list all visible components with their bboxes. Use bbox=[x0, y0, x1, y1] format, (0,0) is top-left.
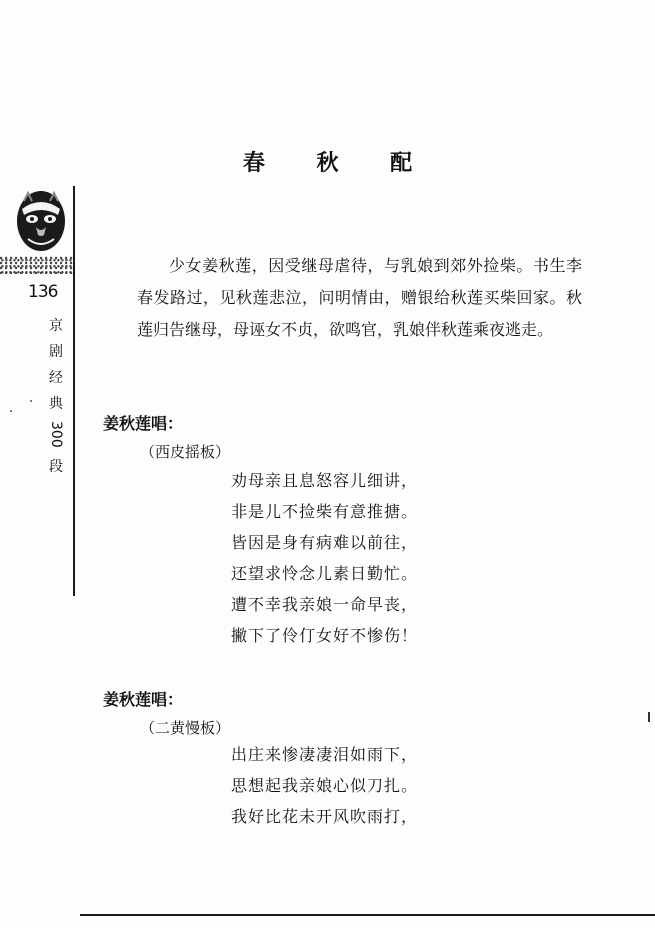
tune-label: （二黄慢板） bbox=[140, 719, 231, 737]
decorative-speckle-band bbox=[0, 256, 73, 274]
scan-speck bbox=[10, 410, 12, 412]
verse-line: 劝母亲且息怒容儿细讲， bbox=[231, 471, 419, 490]
speaker-label: 姜秋莲唱： bbox=[103, 414, 184, 433]
verse-block bbox=[231, 465, 418, 651]
verse-line: 非是儿不捡柴有意推搪。 bbox=[231, 502, 419, 521]
book-title-part1: 京剧经典 bbox=[49, 318, 63, 412]
opera-mask-icon bbox=[14, 187, 68, 255]
tune-label: （西皮摇板） bbox=[140, 443, 231, 461]
verse-line: 还望求怜念儿素日勤忙。 bbox=[231, 564, 419, 583]
book-title bbox=[46, 313, 66, 480]
scan-mark bbox=[648, 712, 650, 722]
speaker-label: 姜秋莲唱： bbox=[103, 690, 184, 709]
verse-line: 思想起我亲娘心似刀扎。 bbox=[231, 776, 419, 795]
bottom-rule bbox=[80, 914, 655, 916]
verse-line: 出庄来惨凄凄泪如雨下， bbox=[231, 745, 419, 764]
book-title-number: 300 bbox=[48, 421, 64, 448]
margin-rule bbox=[73, 186, 75, 596]
verse-line: 我好比花未开风吹雨打， bbox=[231, 807, 419, 826]
book-title-part2: 段 bbox=[49, 458, 63, 475]
page-title: 春 秋 配 bbox=[242, 150, 435, 176]
verse-line: 皆因是身有病难以前往， bbox=[231, 533, 419, 552]
verse-line: 遭不幸我亲娘一命早丧， bbox=[231, 595, 419, 614]
page-number: 136 bbox=[28, 282, 58, 302]
intro-paragraph: 少女姜秋莲，因受继母虐待，与乳娘到郊外捡柴。书生李春发路过，见秋莲悲泣，问明情由，赠银给秋莲买柴回家。秋莲归告继母，母诬女不贞，欲鸣官，乳娘伴秋莲乘夜逃走。 bbox=[137, 256, 582, 339]
verse-block bbox=[231, 739, 418, 832]
scan-speck bbox=[30, 400, 32, 402]
verse-line: 撇下了伶仃女好不惨伤！ bbox=[231, 626, 419, 645]
